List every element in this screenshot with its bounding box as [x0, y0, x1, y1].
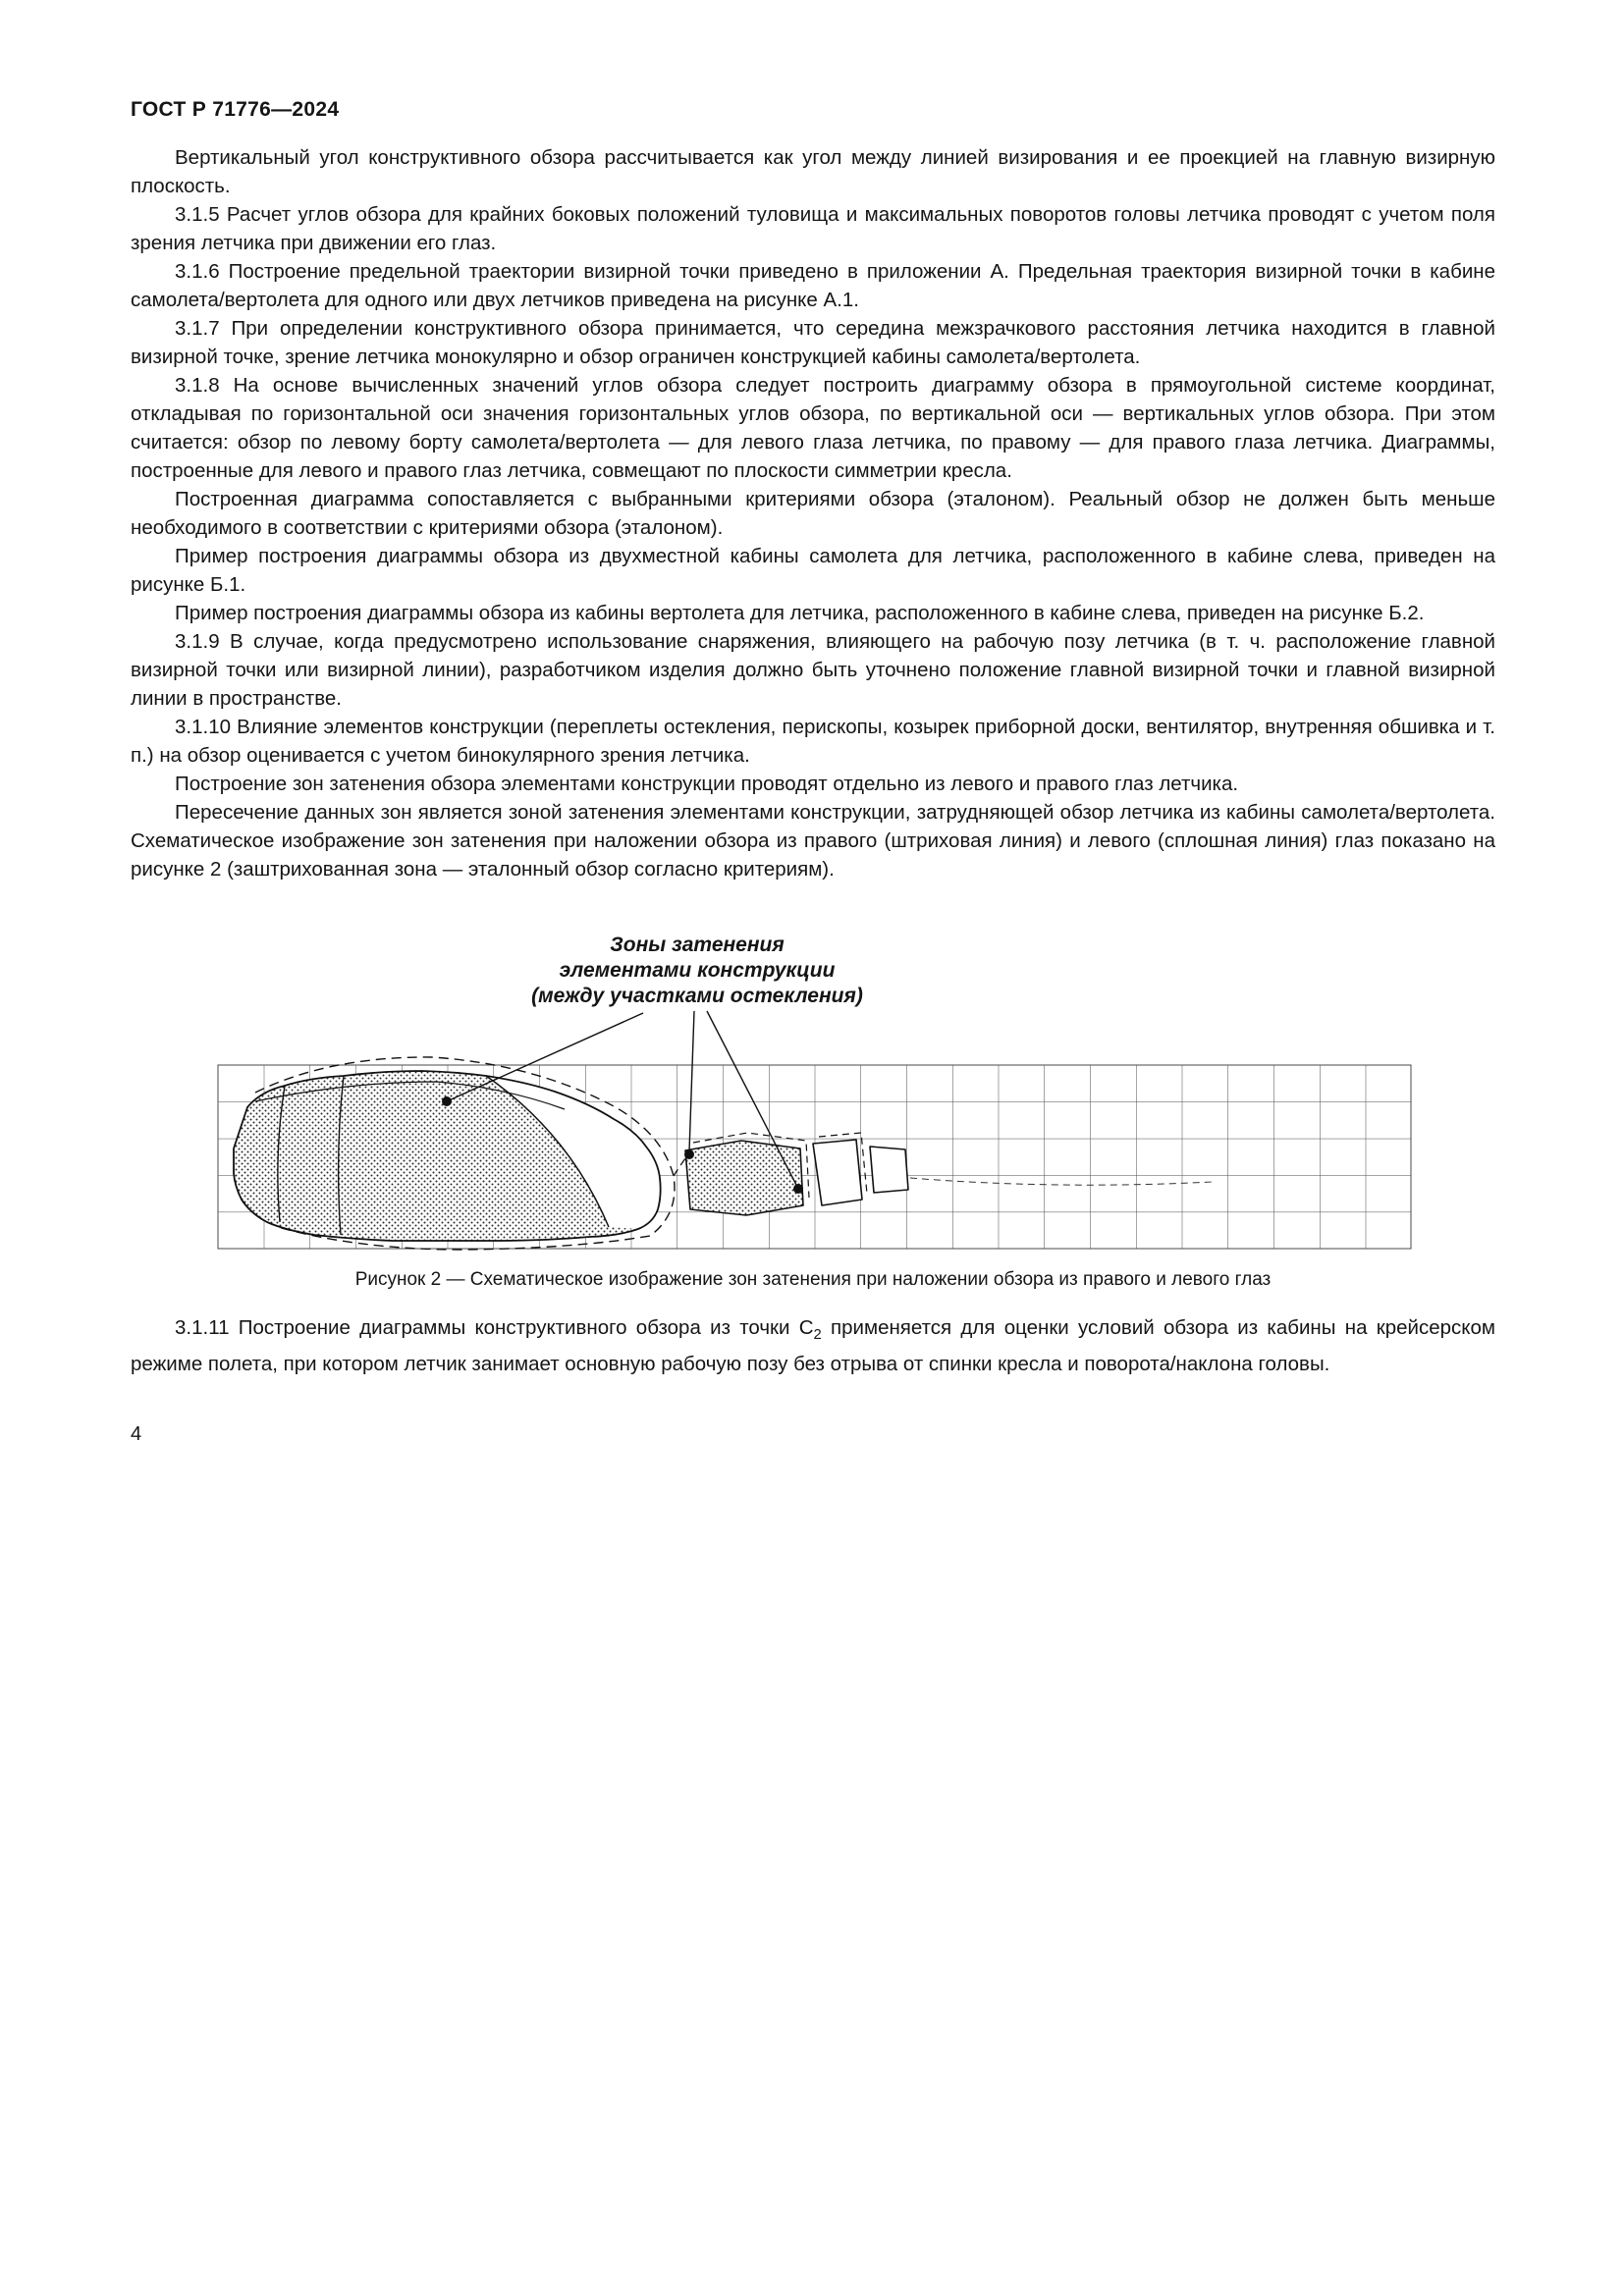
figure-annotation-line2: элементами конструкции [559, 959, 836, 982]
paragraph: Построенная диаграмма сопоставляется с выбранными критериями обзора (эталоном). Реальный обзор не должен быть меньше необходимого в соответствии с критериями обзора (эталоном). [131, 488, 1495, 539]
paragraph-3-1-10: 3.1.10 Влияние элементов конструкции (переплеты остекления, перископы, козырек приборной доски, вентилятор, внутренняя обшивка и т. п.) на обзор оценивается с учетом бинокулярного зрения летчика. [131, 716, 1495, 767]
paragraph: Пример построения диаграммы обзора из двухместной кабины самолета для летчика, расположенного в кабине слева, приведен на рисунке Б.1. [131, 545, 1495, 596]
paragraph-3-1-9: 3.1.9 В случае, когда предусмотрено использование снаряжения, влияющего на рабочую позу летчика (в т. ч. расположение главной визирной точки или визирной линии), разработчиком изделия должно быть уточнено положение главной визирной точки и главной визирной линии в пространстве. [131, 630, 1495, 710]
paragraph: Пересечение данных зон является зоной затенения элементами конструкции, затрудняющей обзор летчика из кабины самолета/вертолета. Схематическое изображение зон затенения при наложении обзора из правого (штриховая линия) и левого (сплошная линия) глаз показано на рисунке 2 (заштрихованная зона — эталонный обзор согласно критериям). [131, 801, 1495, 881]
paragraph-3-1-7: 3.1.7 При определении конструктивного обзора принимается, что середина межзрачкового расстояния летчика находится в главной визирной точке, зрение летчика монокулярно и обзор ограничен конструкцией кабины самолета/вертолета. [131, 317, 1495, 368]
paragraph-3-1-11 [131, 1313, 1495, 1378]
document-header: ГОСТ Р 71776—2024 [131, 98, 340, 121]
side-window-3 [870, 1147, 908, 1193]
paragraph-3-1-11-after-sub: применяется для оценки условий обзора из кабины на крейсерском режиме полета, при котором летчик занимает основную рабочую позу без отрыва от спинки кресла и поворота/наклона головы. [131, 1316, 1495, 1376]
paragraph: Построение зон затенения обзора элементами конструкции проводят отдельно из левого и правого глаз летчика. [175, 773, 1239, 795]
section-3-1-11 [131, 1313, 1495, 1378]
figure-2-diagram [211, 933, 1414, 1266]
paragraph: Вертикальный угол конструктивного обзора рассчитывается как угол между линией визирования и ее проекцией на главную визирную плоскость. [131, 146, 1495, 197]
leader-dot-middle [684, 1149, 694, 1159]
body-text-block [131, 143, 1495, 883]
paragraph: Пример построения диаграммы обзора из кабины вертолета для летчика, расположенного в кабине слева, приведен на рисунке Б.2. [175, 602, 1425, 624]
paragraph-3-1-5: 3.1.5 Расчет углов обзора для крайних боковых положений туловища и максимальных поворотов головы летчика проводят с учетом поля зрения летчика при движении его глаз. [131, 203, 1495, 254]
side-window-shaded [685, 1141, 803, 1215]
visual-point-subscript: 2 [813, 1327, 822, 1344]
figure-caption: Рисунок 2 — Схематическое изображение зон затенения при наложении обзора из правого и левого глаз [354, 1269, 1272, 1290]
paragraph-3-1-11-before-sub: 3.1.11 Построение диаграммы конструктивного обзора из точки С [175, 1316, 814, 1339]
page-number: 4 [131, 1423, 142, 1445]
figure-annotation-line1: Зоны затенения [610, 934, 785, 956]
paragraph-3-1-8: 3.1.8 На основе вычисленных значений углов обзора следует построить диаграмму обзора в прямоугольной системе координат, откладывая по горизонтальной оси значения горизонтальных углов обзора, по вертикальной оси — вертикальных углов обзора. При этом считается: обзор по левому борту самолета/вертолета — для левого глаза летчика, по правому — для правого глаза летчика. Диаграммы, построенные для левого и правого глаз летчика, совмещают по плоскости симметрии кресла. [131, 374, 1495, 482]
figure-annotation-line3: (между участками остекления) [531, 985, 863, 1007]
side-window-2 [813, 1140, 862, 1205]
paragraph-3-1-6: 3.1.6 Построение предельной траектории визирной точки приведено в приложении А. Предельная траектория визирной точки в кабине самолета/вертолета для одного или двух летчиков приведена на рисунке А.1. [131, 260, 1495, 311]
leader-dot-right [793, 1184, 803, 1194]
leader-dot-left [442, 1096, 452, 1106]
